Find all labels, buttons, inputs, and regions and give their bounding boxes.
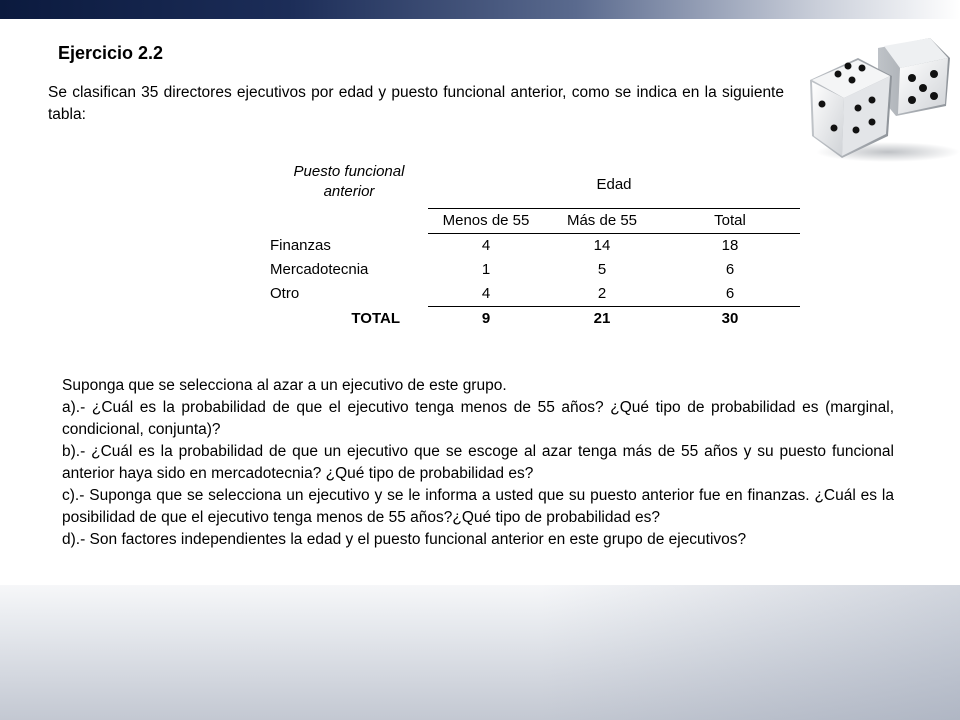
table-cell: 4 <box>481 237 491 254</box>
questions-block <box>62 375 894 551</box>
column-header: Total <box>660 208 800 233</box>
header-bar <box>0 0 960 19</box>
table-cell: 2 <box>544 282 660 307</box>
question-b: b).- ¿Cuál es la probabilidad de que un ejecutivo que se escoge al azar tenga más de 55 años y su puesto funcional anterior haya sido en mercadotecnia? ¿Qué tipo de probabilidad es? <box>62 443 894 482</box>
table-cell: 18 <box>721 237 739 254</box>
table-row <box>270 282 800 307</box>
total-cell: 9 <box>481 310 491 327</box>
table-cell: 4 <box>428 282 544 307</box>
footer-band <box>0 585 960 720</box>
data-table <box>270 162 800 331</box>
question-c: c).- Suponga que se selecciona un ejecutivo y se le informa a usted que su puesto anterior fue en finanzas. ¿Cuál es la posibilidad de que el ejecutivo tenga menos de 55 años?¿Qué tipo de probabilidad es? <box>62 487 894 526</box>
table-cell: 1 <box>481 261 491 278</box>
question-a: a).- ¿Cuál es la probabilidad de que el ejecutivo tenga menos de 55 años? ¿Qué tipo de probabilidad es (marginal, condicional, conjunta)? <box>62 399 894 438</box>
total-cell: 21 <box>593 310 611 327</box>
total-label: TOTAL <box>351 309 400 327</box>
row-label: Mercadotecnia <box>270 261 369 278</box>
table-header-row <box>270 162 800 208</box>
table-total-row <box>270 306 800 331</box>
table-row <box>270 233 800 258</box>
row-label: Finanzas <box>270 236 331 254</box>
column-header-row <box>270 208 800 233</box>
exercise-title: Ejercicio 2.2 <box>58 43 164 63</box>
row-label: Otro <box>270 285 300 303</box>
questions-intro: Suponga que se selecciona al azar a un ejecutivo de este grupo. <box>62 377 507 394</box>
table-cell: 6 <box>725 261 735 278</box>
dice-icon <box>800 28 960 168</box>
group-header-edad: Edad <box>596 176 632 194</box>
question-d: d).- Son factores independientes la edad y el puesto funcional anterior en este grupo de ejecutivos? <box>62 531 747 548</box>
table-cell: 5 <box>597 261 607 278</box>
column-header: Menos de 55 <box>428 208 544 233</box>
table-cell: 14 <box>593 237 611 254</box>
table-row <box>270 258 800 282</box>
total-cell: 30 <box>721 310 739 327</box>
intro-paragraph: Se clasifican 35 directores ejecutivos por edad y puesto funcional anterior, como se indica en la siguiente tabla: <box>48 84 784 123</box>
table-cell: 6 <box>660 282 800 307</box>
corner-header: Puesto funcional anterior <box>293 163 405 200</box>
column-header: Más de 55 <box>544 208 660 233</box>
